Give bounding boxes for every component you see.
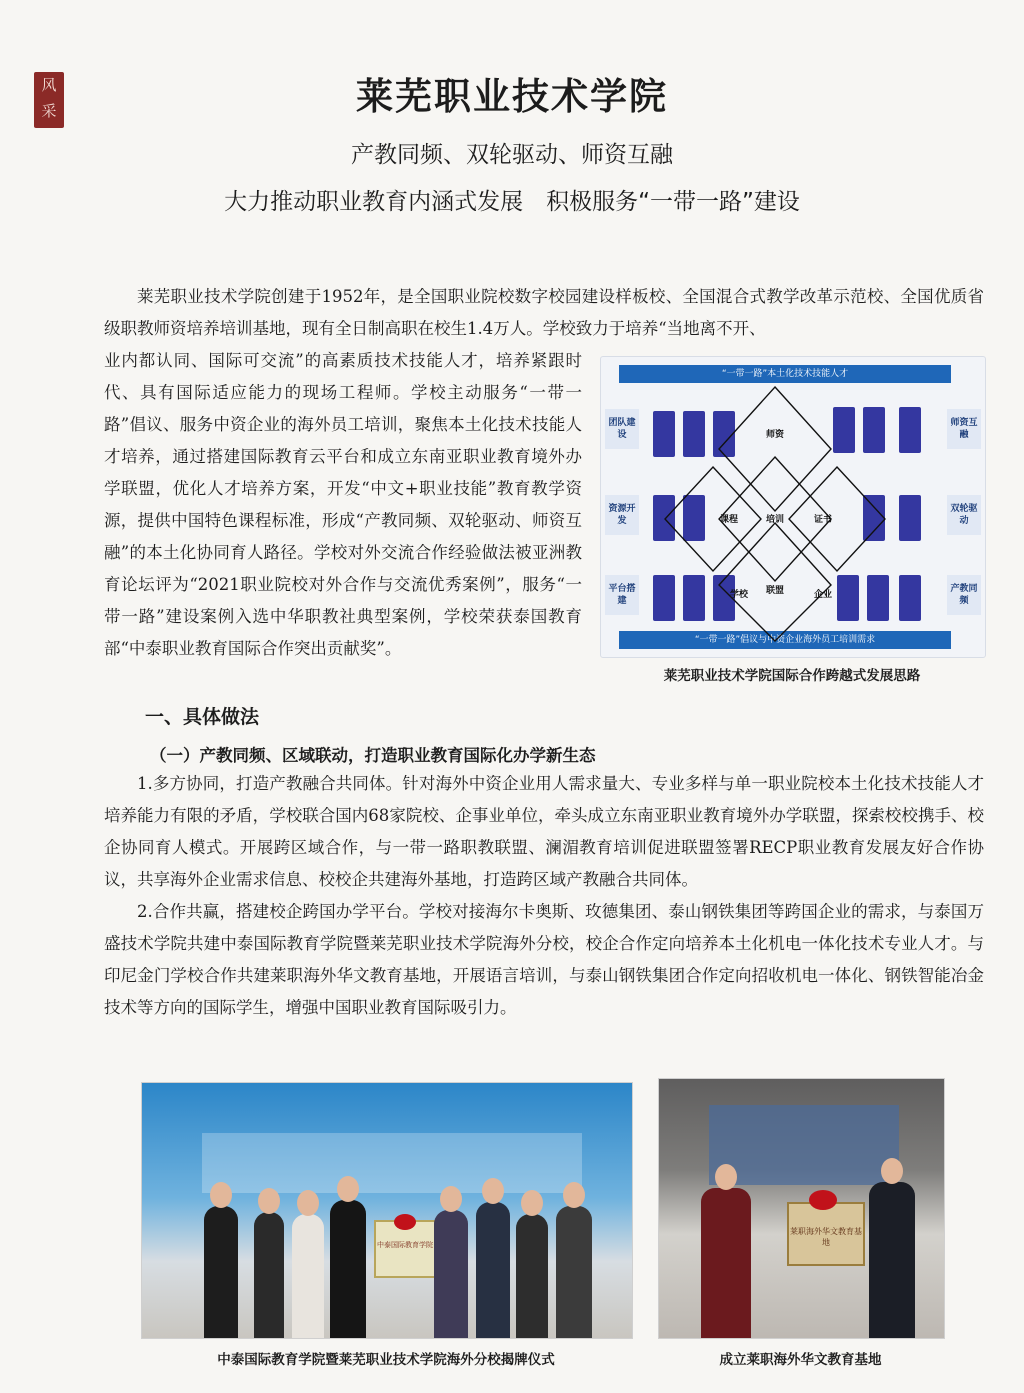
- intro-paragraph-top: [104, 281, 984, 345]
- intro-paragraph-left: [104, 345, 582, 665]
- person-head: [297, 1190, 319, 1216]
- intro-text-top: 莱芜职业技术学院创建于1952年，是全国职业院校数字校园建设样板校、全国混合式教学改革示范校、全国优质省级职教师资培养培训基地，现有全日制高职在校生1.4万人。学校致力于培养“当地离不开、: [104, 287, 984, 338]
- node-course: 课程: [719, 515, 739, 525]
- person: [869, 1182, 915, 1338]
- person: [330, 1200, 366, 1338]
- plaque-text: 中泰国际教育学院: [377, 1241, 433, 1249]
- photo-education-base: [658, 1078, 945, 1339]
- photo-ceremony: [141, 1082, 633, 1339]
- node-teachers: 师资: [765, 430, 785, 440]
- page-title: 莱芜职业技术学院: [356, 75, 668, 118]
- person-head: [210, 1182, 232, 1208]
- right-label-industry: 产教同频: [947, 575, 981, 615]
- person-head: [563, 1182, 585, 1208]
- node-training: 培训: [765, 515, 785, 525]
- subtitle-line-2: 大力推动职业教育内涵式发展 积极服务“一带一路”建设: [224, 189, 800, 215]
- red-ribbon: [394, 1214, 416, 1230]
- column-tab-char-2: 采: [41, 102, 57, 120]
- person: [701, 1188, 751, 1338]
- node-enterprise: 企业: [813, 590, 833, 600]
- diagram-bottom-band: “一带一路”倡议与中资企业海外员工培训需求: [619, 631, 951, 649]
- left-label-team: 团队建设: [605, 409, 639, 449]
- subsection-heading: （一）产教同频、区域联动，打造职业教育国际化办学新生态: [150, 746, 596, 765]
- red-ribbon: [809, 1190, 837, 1210]
- intro-text-left: 业内都认同、国际可交流”的高素质技术技能人才，培养紧跟时代、具有国际适应能力的现场工程师。学校主动服务“一带一路”倡议、服务中资企业的海外员工培训，聚焦本土化技术技能人才培养，通过搭建国际教育云平台和成立东南亚职业教育境外办学联盟，优化人才培养方案，开发“中文+职业技能”教育教学资源，提供中国特色课程标准，形成“产教同频、双轮驱动、师资互融”的本土化协同育人路径。学校对外交流合作经验做法被亚洲教育论坛评为“2021职业院校对外合作与交流优秀案例”，服务“一带一路”建设案例入选中华职教社典型案例，学校荣获泰国教育部“中泰职业教育国际合作突出贡献奖”。: [104, 351, 582, 658]
- development-diagram: [600, 356, 986, 658]
- person-head: [521, 1190, 543, 1216]
- person: [556, 1206, 592, 1338]
- diagram-diamond: [601, 357, 985, 657]
- subtitle-line-1: 产教同频、双轮驱动、师资互融: [351, 142, 673, 168]
- person: [476, 1202, 510, 1338]
- person-head: [715, 1164, 737, 1190]
- photo-banner: [202, 1133, 582, 1193]
- photo-ceremony-caption: 中泰国际教育学院暨莱芜职业技术学院海外分校揭牌仪式: [217, 1352, 555, 1368]
- paragraph-1: 1.多方协同，打造产教融合共同体。针对海外中资企业用人需求量大、专业多样与单一职业院校本土化技术技能人才培养能力有限的矛盾，学校联合国内68家院校、企事业单位，牵头成立东南亚职业教育境外办学联盟，探索校校携手、校企协同育人模式。开展跨区域合作，与一带一路职教联盟、澜湄教育培训促进联盟签署RECP职业教育发展友好合作协议，共享海外企业需求信息、校校企共建海外基地，打造跨区域产教融合共同体。: [104, 774, 984, 889]
- main-body: [104, 768, 984, 1024]
- diagram-caption: 莱芜职业技术学院国际合作跨越式发展思路: [663, 668, 921, 684]
- right-label-teachers: 师资互融: [947, 409, 981, 449]
- paragraph-2: 2.合作共赢，搭建校企跨国办学平台。学校对接海尔卡奥斯、玫德集团、泰山钢铁集团等跨国企业的需求，与泰国万盛技术学院共建中泰国际教育学院暨莱芜职业技术学院海外分校，校企合作定向培养本土化机电一体化技术专业人才。与印尼金门学校合作共建莱职海外华文教育基地，开展语言培训，与泰山钢铁集团合作定向招收机电一体化、钢铁智能冶金技术等方向的国际学生，增强中国职业教育国际吸引力。: [104, 902, 984, 1017]
- node-alliance: 联盟: [765, 586, 785, 596]
- person-head: [258, 1188, 280, 1214]
- node-school: 学校: [729, 590, 749, 600]
- photo-education-base-caption: 成立莱职海外华文教育基地: [719, 1352, 882, 1368]
- person: [292, 1214, 324, 1338]
- column-tab-char-1: 风: [41, 76, 57, 94]
- plaque-text: 莱职海外华文教育基地: [790, 1227, 862, 1247]
- person-head: [881, 1158, 903, 1184]
- node-certificate: 证书: [813, 515, 833, 525]
- person-head: [482, 1178, 504, 1204]
- person: [204, 1206, 238, 1338]
- person: [434, 1210, 468, 1338]
- person-head: [337, 1176, 359, 1202]
- person: [254, 1212, 284, 1338]
- person-head: [440, 1186, 462, 1212]
- person: [516, 1214, 548, 1338]
- right-label-dual: 双轮驱动: [947, 495, 981, 535]
- diagram-top-band: “一带一路”本土化技术技能人才: [619, 365, 951, 383]
- left-label-resource: 资源开发: [605, 495, 639, 535]
- section-heading: 一、具体做法: [145, 706, 260, 728]
- photo-screen: [709, 1105, 899, 1185]
- left-label-platform: 平台搭建: [605, 575, 639, 615]
- plaque: [787, 1202, 865, 1266]
